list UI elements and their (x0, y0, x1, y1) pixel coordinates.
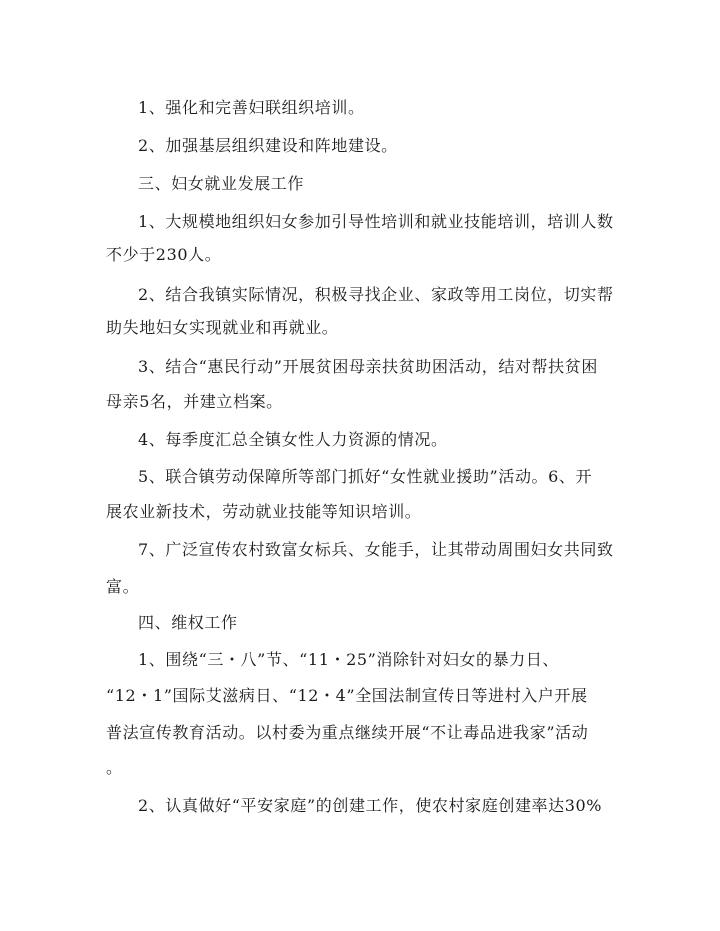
paragraph-line: 1、围绕“三・八”节、“11・25”消除针对妇女的暴力日、 (138, 650, 560, 669)
paragraph-line: 1、大规模地组织妇女参加引导性培训和就业技能培训，培训人数 (138, 212, 614, 231)
paragraph-line: 4、每季度汇总全镇女性人力资源的情况。 (138, 430, 448, 449)
paragraph-line: 2、认真做好“平安家庭”的创建工作，使农村家庭创建率达30% (138, 796, 603, 815)
paragraph-line: “12・1”国际艾滋病日、“12・4”全国法制宣传日等进村入户开展 (106, 686, 588, 705)
paragraph-line: 2、加强基层组织建设和阵地建设。 (138, 136, 398, 155)
paragraph-line: 展农业新技术，劳动就业技能等知识培训。 (106, 502, 422, 521)
paragraph-line: 不少于230人。 (106, 245, 222, 264)
paragraph-line: 2、结合我镇实际情况，积极寻找企业、家政等用工岗位，切实帮 (138, 285, 614, 304)
paragraph-line: 普法宣传教育活动。以村委为重点继续开展“不让毒品进我家”活动 (106, 723, 589, 742)
paragraph-line: 。 (106, 758, 123, 777)
section-heading: 三、妇女就业发展工作 (138, 174, 305, 193)
paragraph-line: 5、联合镇劳动保障所等部门抓好“女性就业援助”活动。6、开 (138, 467, 593, 486)
paragraph-line: 富。 (106, 577, 140, 596)
paragraph-line: 7、广泛宣传农村致富女标兵、女能手，让其带动周围妇女共同致 (138, 540, 614, 559)
paragraph-line: 3、结合“惠民行动”开展贫困母亲扶贫助困活动，结对帮扶贫困 (138, 357, 598, 376)
paragraph-line: 1、强化和完善妇联组织培训。 (138, 98, 365, 117)
paragraph-line: 助失地妇女实现就业和再就业。 (106, 318, 339, 337)
paragraph-line: 母亲5名，并建立档案。 (106, 392, 283, 411)
section-heading: 四、维权工作 (138, 613, 238, 632)
